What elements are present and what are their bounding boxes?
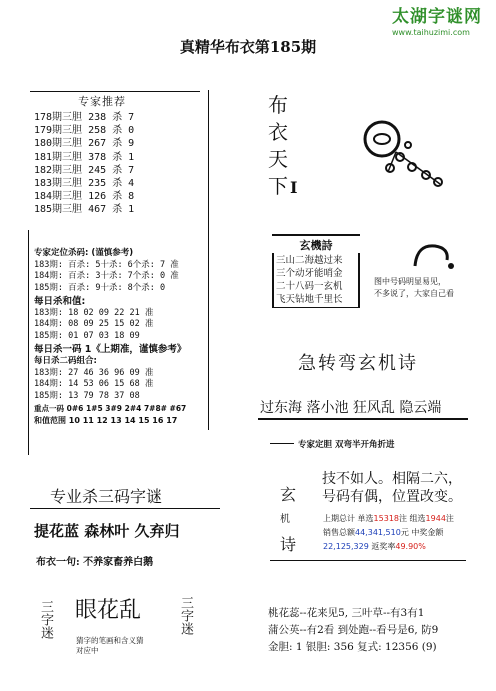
shazhi-row: 184期: 08 09 25 15 02 准 bbox=[34, 319, 154, 329]
stat-text: 返奖率 bbox=[371, 542, 396, 551]
stat-value: 22,125,329 bbox=[323, 542, 369, 551]
expert-top-rule bbox=[30, 91, 200, 92]
dingwei-panel bbox=[34, 248, 179, 294]
stat-text: 注 bbox=[445, 514, 454, 523]
hook-dot bbox=[448, 263, 454, 269]
riddle-left-label: 三字迷 bbox=[38, 600, 53, 639]
buyi-char: 衣 bbox=[268, 120, 288, 144]
expert2-left-char: 玄 bbox=[280, 485, 297, 504]
buyi-char: 下 bbox=[268, 174, 288, 198]
shayima-panel bbox=[34, 344, 186, 427]
buyiyiju-line: 布衣一句: 不养家畜养白鹅 bbox=[36, 557, 154, 568]
stat-value: 49.90% bbox=[395, 542, 426, 551]
expert-row: 181期三胆 378 杀 1 bbox=[34, 151, 135, 163]
expert-row: 182期三胆 245 杀 7 bbox=[34, 164, 135, 176]
stat-value: 15318 bbox=[373, 514, 399, 523]
expert2-verse-line: 号码有偶，位置改变。 bbox=[322, 489, 462, 505]
expert2-stat-line bbox=[323, 540, 454, 554]
site-logo bbox=[392, 2, 496, 36]
expert2-stat-line bbox=[323, 526, 454, 540]
expert-row: 184期三胆 126 杀 8 bbox=[34, 191, 135, 203]
expert-row: 185期三胆 467 杀 1 bbox=[34, 204, 135, 216]
expert2-verse bbox=[322, 470, 462, 506]
riddle-main: 眼花乱 bbox=[75, 598, 142, 623]
stat-text: 上期总计 单选 bbox=[323, 514, 374, 523]
expert-rows bbox=[34, 111, 134, 217]
jizhuan-rule bbox=[258, 418, 468, 420]
expert2-stats bbox=[323, 512, 454, 554]
bead-large bbox=[365, 122, 399, 156]
shayima-heading2: 每日杀二码组合: bbox=[34, 355, 97, 366]
riddle-note-line: 猜字的笔画和含义猜 bbox=[76, 636, 144, 645]
dingwei-heading: 专家定位杀码: (谨慎参考) bbox=[34, 248, 134, 258]
bead-figure bbox=[360, 112, 460, 192]
zhuanye-rule bbox=[30, 508, 220, 509]
zhuanye-heading: 专业杀三码字谜 bbox=[50, 487, 163, 506]
buyi-char: 天 bbox=[268, 147, 288, 171]
shayima-row: 183期: 27 46 36 96 09 准 bbox=[34, 367, 154, 378]
logo-main-text: 太湖字谜网 bbox=[392, 7, 482, 27]
shayima-row: 184期: 14 53 06 15 68 准 bbox=[34, 379, 154, 390]
riddle-note-line: 对应中 bbox=[76, 646, 99, 655]
expert-row: 180期三胆 267 杀 9 bbox=[34, 138, 135, 150]
shayima-row: 185期: 13 79 78 37 08 bbox=[34, 391, 140, 402]
shazhi-panel bbox=[34, 296, 153, 342]
buyi-char: 布 bbox=[268, 93, 288, 117]
buyi-title bbox=[268, 92, 297, 201]
expert-panel bbox=[30, 93, 205, 109]
mid-frame bbox=[208, 90, 209, 430]
xuanji-line: 三山二海越过来 bbox=[276, 255, 343, 266]
bottom-line: 金胆: 1 银胆: 356 复式: 12356 (9) bbox=[268, 641, 437, 653]
expert2-verse-line: 技不如人。相隔二六， bbox=[322, 471, 462, 487]
bead-dot bbox=[405, 142, 411, 148]
riddle-note bbox=[76, 636, 144, 656]
xuanji-note-line: 不多说了，大家自己看 bbox=[374, 289, 454, 298]
expert-heading: 专家推荐 bbox=[78, 95, 126, 108]
shazhi-heading: 每日杀和值: bbox=[34, 296, 86, 307]
dingwei-row: 183期: 百杀: 5十杀: 6个杀: 7 准 bbox=[34, 259, 179, 270]
xuanji-line: 三个动牙能哨金 bbox=[276, 268, 343, 279]
shazhi-row: 185期: 01 07 03 18 09 bbox=[34, 330, 140, 341]
xuanji-note-line: 图中号码明显易见， bbox=[374, 277, 446, 286]
xuanji-heading: 玄機詩 bbox=[272, 234, 360, 253]
riddle-right-label: 三字迷 bbox=[178, 596, 193, 635]
dingwei-row: 184期: 百杀: 3十杀: 7个杀: 0 准 bbox=[34, 271, 179, 281]
left-frame bbox=[28, 230, 29, 455]
page-title: 真精华布衣第185期 bbox=[179, 38, 317, 56]
expert2-left-chars bbox=[280, 482, 296, 557]
xuanji-line: 二十八码一玄机 bbox=[276, 281, 343, 292]
jizhuan-line: 过东海 落小池 狂风乱 隐云端 bbox=[260, 400, 442, 416]
logo-url-text: www.taihuzimi.com bbox=[392, 28, 470, 37]
bottom-line: 蒲公英--有2看 到处跑--看号是6, 防9 bbox=[268, 624, 439, 636]
stat-value: 44,341,510 bbox=[355, 528, 401, 537]
xuanji-lines bbox=[272, 253, 360, 308]
dingwei-row: 185期: 百杀: 9十杀: 8个杀: 0 bbox=[34, 282, 166, 293]
xuanji-line: 飞天钻地千里长 bbox=[276, 294, 343, 305]
expert2-rule-left bbox=[270, 443, 294, 444]
zhongdian-line: 重点一码 0#6 1#5 3#9 2#4 7#8# #67 bbox=[34, 403, 187, 413]
bottom-panel bbox=[268, 605, 438, 656]
buyi-suffix: I bbox=[290, 178, 298, 197]
bottom-line: 桃花蕊--花来见5, 三叶草--有3有1 bbox=[268, 607, 425, 619]
expert-row: 179期三胆 258 杀 0 bbox=[34, 125, 135, 137]
expert2-stat-line bbox=[323, 512, 454, 526]
hook-figure bbox=[405, 236, 465, 276]
expert2-heading: 专家定胆 双弯半开角折进 bbox=[298, 440, 395, 450]
stat-text: 销售总额 bbox=[323, 528, 355, 537]
expert2-bottom-rule bbox=[270, 560, 466, 561]
jizhuan-heading: 急转弯玄机诗 bbox=[298, 353, 418, 374]
hezhi-line: 和值范围 10 11 12 13 14 15 16 17 bbox=[34, 415, 178, 425]
expert2-left-char: 机 bbox=[280, 514, 290, 525]
stat-value: 1944 bbox=[425, 514, 446, 523]
expert-row: 178期三胆 238 杀 7 bbox=[34, 112, 135, 123]
zhuanye-line: 提花蓝 森林叶 久弃归 bbox=[34, 522, 180, 540]
xuanji-box bbox=[272, 234, 360, 308]
stat-text: 元 中奖金额 bbox=[400, 528, 444, 537]
hook-stroke bbox=[415, 246, 447, 266]
bead-string bbox=[396, 152, 440, 184]
xuanji-note bbox=[374, 276, 454, 300]
shayima-heading: 每日杀一码 1《上期准，谨慎参考》 bbox=[34, 344, 187, 355]
expert2-left-char: 诗 bbox=[280, 535, 297, 554]
expert-row: 183期三胆 235 杀 4 bbox=[34, 178, 135, 190]
stat-text: 注 组选 bbox=[399, 514, 426, 523]
shazhi-row: 183期: 18 02 09 22 21 准 bbox=[34, 307, 154, 318]
